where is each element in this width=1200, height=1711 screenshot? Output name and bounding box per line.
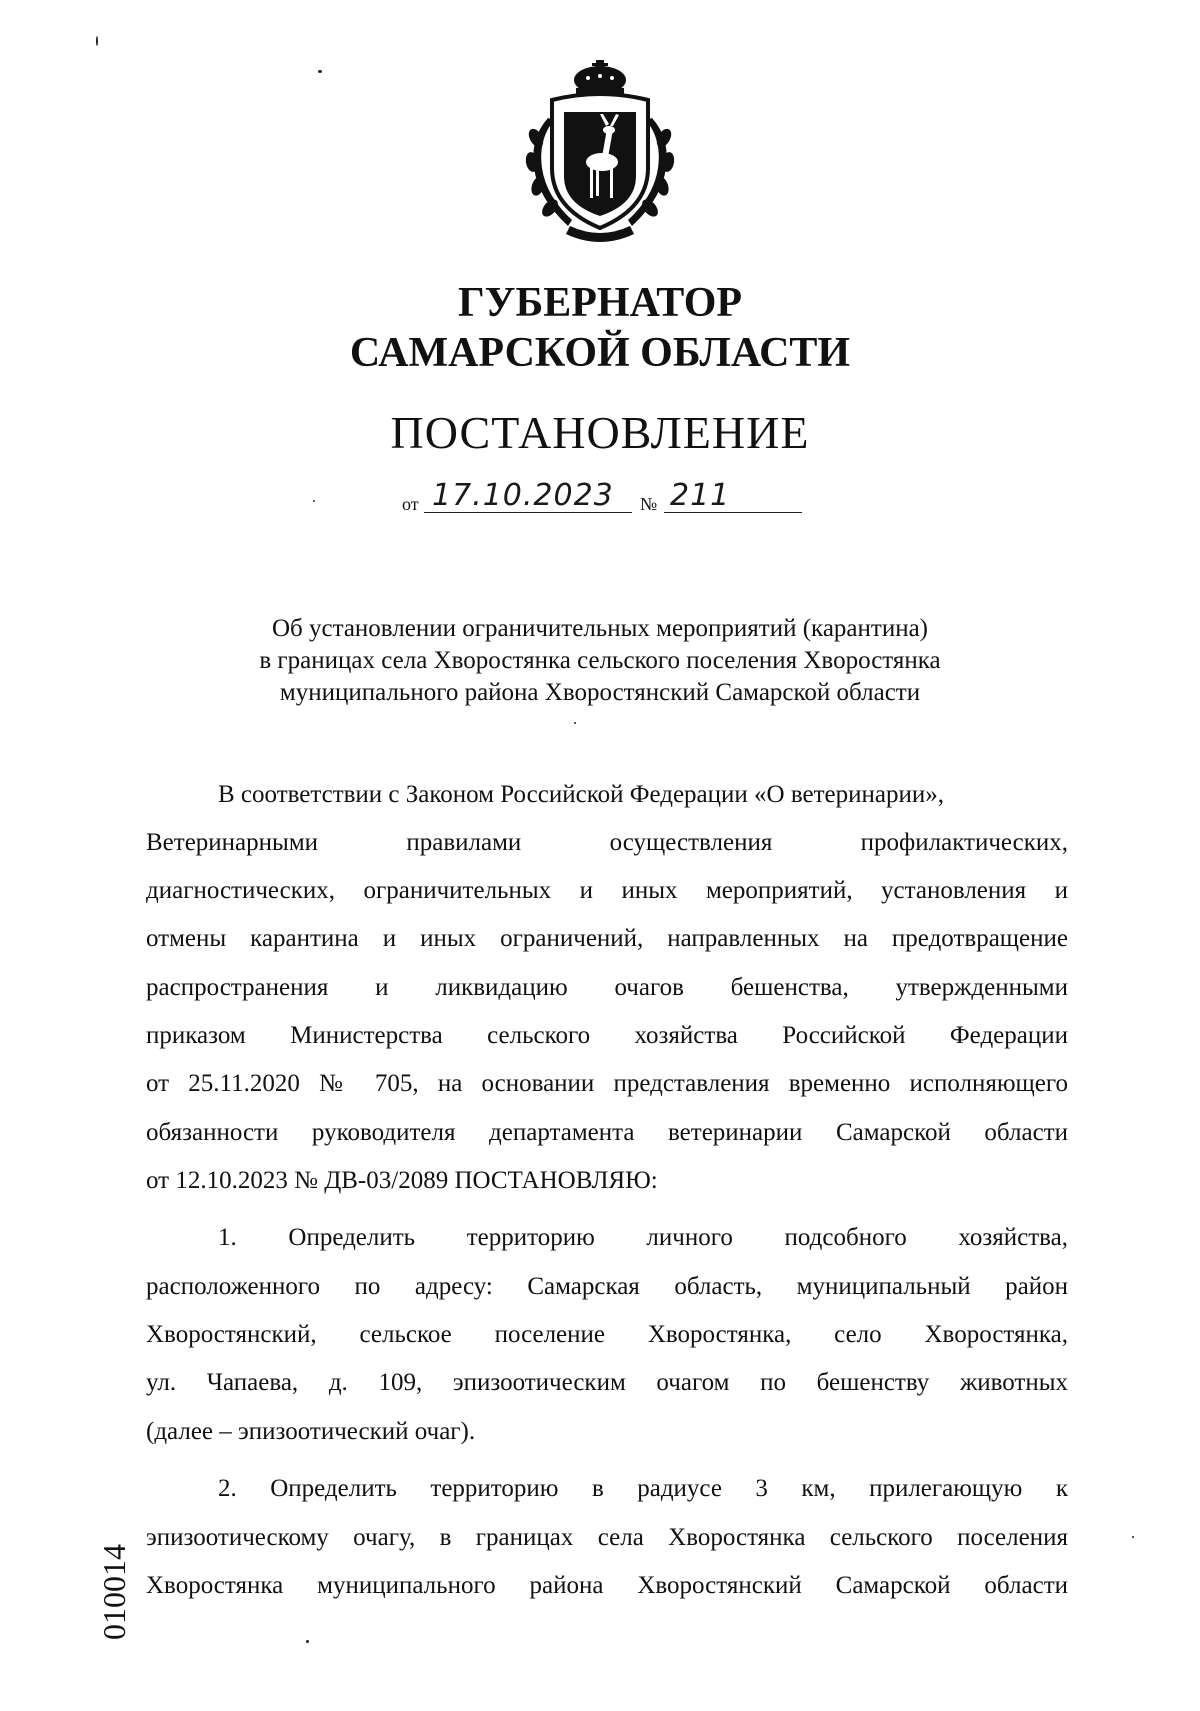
heading-line: Об установлении ограничительных мероприятий (карантина) bbox=[271, 615, 929, 642]
document-type: ПОСТАНОВЛЕНИЕ bbox=[390, 407, 810, 458]
number-underline bbox=[664, 512, 802, 513]
scan-speck bbox=[318, 70, 322, 73]
document-heading bbox=[150, 613, 1050, 709]
body-line: 1. Определить территорию личного подсобного хозяйства, bbox=[218, 1224, 1068, 1251]
body-line: ул. Чапаева, д. 109, эпизоотическим очагом по бешенству животных bbox=[146, 1369, 1068, 1396]
body-line: от 12.10.2023 № ДВ-03/2089 ПОСТАНОВЛЯЮ: bbox=[146, 1167, 658, 1194]
body-line: В соответствии с Законом Российской Федерации «О ветеринарии», bbox=[218, 781, 944, 808]
body-line: от 25.11.2020 № 705, на основании представления временно исполняющего bbox=[146, 1070, 1068, 1097]
heading-line: в границах села Хворостянка сельского поселения Хворостянка bbox=[259, 647, 941, 674]
scan-speck bbox=[574, 722, 576, 724]
number-prefix: № bbox=[640, 494, 658, 514]
scan-speck bbox=[313, 500, 315, 502]
scan-speck bbox=[96, 36, 98, 46]
body-line: отмены карантина и иных ограничений, направленных на предотвращение bbox=[146, 925, 1068, 952]
body-line: Хворостянский, сельское поселение Хворостянка, село Хворостянка, bbox=[146, 1321, 1068, 1348]
body-line: распространения и ликвидацию очагов бешенства, утвержденными bbox=[146, 974, 1068, 1001]
body-line: 2. Определить территорию в радиусе 3 км, прилегающую к bbox=[218, 1475, 1068, 1502]
body-line: обязанности руководителя департамента ветеринарии Самарской области bbox=[146, 1119, 1068, 1146]
heading-line: муниципального района Хворостянский Самарской области bbox=[279, 679, 921, 706]
scan-speck bbox=[306, 1640, 309, 1643]
date-number-line bbox=[402, 478, 802, 518]
body-line: Ветеринарными правилами осуществления профилактических, bbox=[146, 829, 1068, 856]
margin-serial-box bbox=[92, 1440, 132, 1640]
scan-speck bbox=[1132, 1536, 1134, 1538]
org-title-line1: ГУБЕРНАТОР bbox=[457, 280, 743, 326]
date-underline bbox=[424, 512, 632, 513]
body-line: диагностических, ограничительных и иных мероприятий, установления и bbox=[146, 877, 1068, 904]
body-line: эпизоотическому очагу, в границах села Хворостянка сельского поселения bbox=[146, 1524, 1068, 1551]
handwritten-date: 17.10.2023 bbox=[432, 478, 614, 513]
body-line: расположенного по адресу: Самарская область, муниципальный район bbox=[146, 1273, 1068, 1300]
org-title-line2: САМАРСКОЙ ОБЛАСТИ bbox=[349, 330, 851, 376]
body-line: Хворостянка муниципального района Хворостянский Самарской области bbox=[146, 1572, 1068, 1599]
date-prefix: от bbox=[402, 494, 419, 514]
body-line: (далее – эпизоотический очаг). bbox=[146, 1418, 476, 1445]
body-line: приказом Министерства сельского хозяйства Российской Федерации bbox=[146, 1022, 1068, 1049]
margin-serial-number: 010014 bbox=[96, 1544, 132, 1640]
handwritten-number: 211 bbox=[670, 478, 731, 513]
coat-of-arms-icon bbox=[510, 58, 690, 248]
